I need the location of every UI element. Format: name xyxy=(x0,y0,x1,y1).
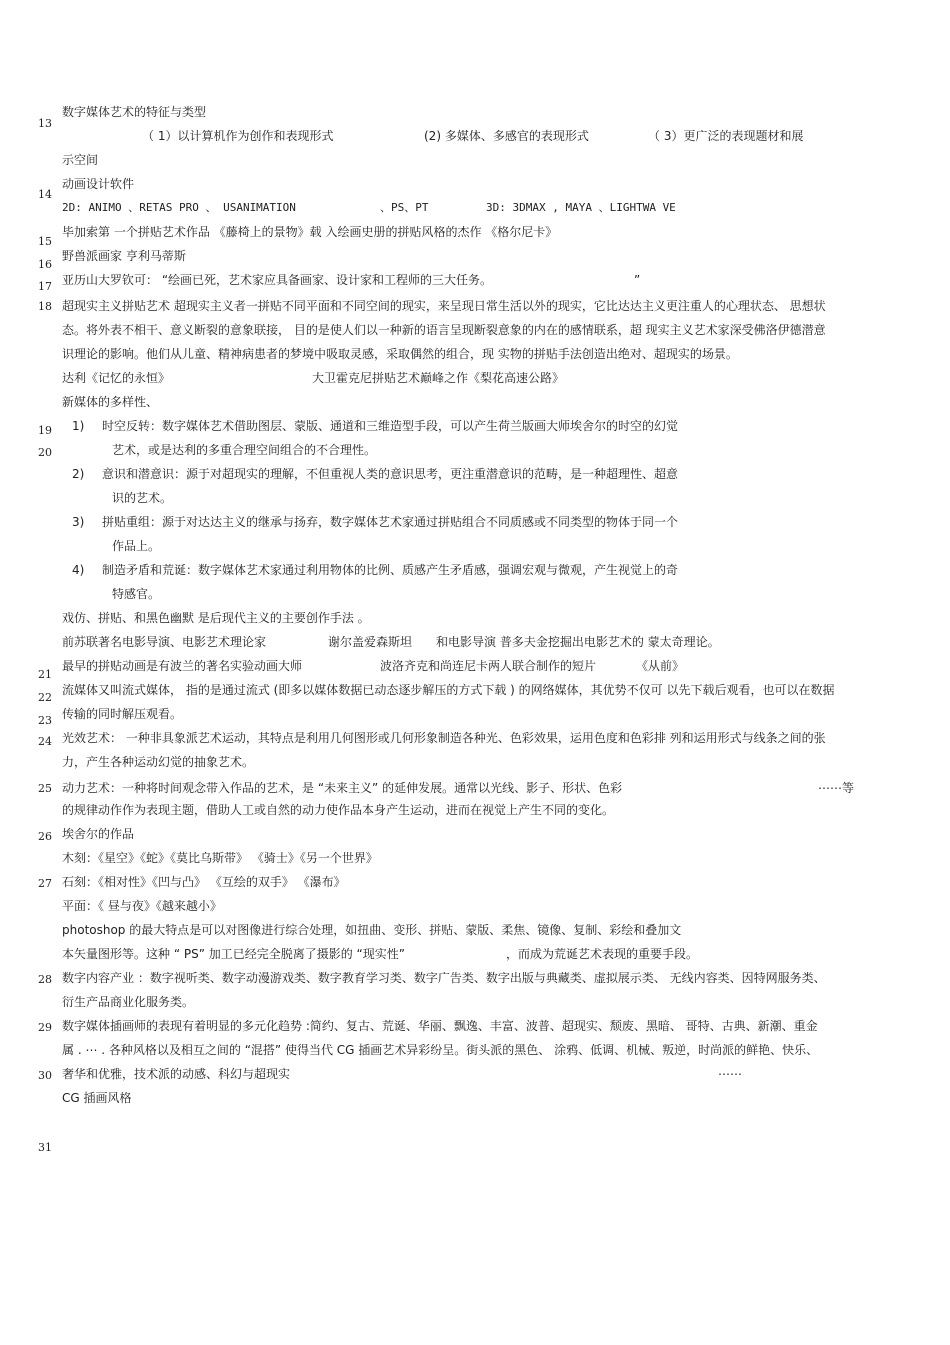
section-title-new-media: 新媒体的多样性、 xyxy=(62,395,159,409)
line-number: 14 xyxy=(38,188,52,201)
line-number: 19 xyxy=(38,424,52,437)
paragraph-illustration: 奢华和优雅，技术派的动感、科幻与超现实 xyxy=(62,1067,291,1081)
list-item-text: 拼贴重组：源于对达达主义的继承与扬弃，数字媒体艺术家通过拼贴组合不同质感或不同类型的物体于同一个 xyxy=(102,515,679,529)
list-item-text: 制造矛盾和荒诞：数字媒体艺术家通过利用物体的比例、质感产生矛盾感，强调宏观与微观，产生视觉上的奇 xyxy=(102,563,679,577)
escher-lithograph: 石刻：《相对性》《凹与凸》 《互绘的双手》 《瀑布》 xyxy=(62,875,346,889)
line-number: 18 xyxy=(38,300,52,313)
line-number: 13 xyxy=(38,117,52,130)
list-item-number: 4) xyxy=(72,563,85,577)
section-title-animation-software: 动画设计软件 xyxy=(62,177,135,191)
text-line: 野兽派画家 亨利马蒂斯 xyxy=(62,249,186,263)
list-item-text: 特感官。 xyxy=(112,587,161,601)
paragraph-surrealism: 识理论的影响。他们从儿童、精神病患者的梦境中吸取灵感，采取偶然的组合，现 实物的拼贴手法创造出绝对、超现实的场景。 xyxy=(62,347,738,361)
line-number: 27 xyxy=(38,877,52,890)
paragraph-photoshop: 本矢量图形等。这种 “ PS” 加工已经完全脱离了摄影的 “现实性” xyxy=(62,947,405,961)
line-number: 30 xyxy=(38,1069,52,1082)
line-number: 26 xyxy=(38,830,52,843)
paragraph-kinetic-art: 动力艺术：一种将时间观念带入作品的艺术，是 “未来主义” 的延伸发展。通常以光线、影子、形状、色彩 xyxy=(62,781,623,795)
paragraph-streaming-media: 传输的同时解压观看。 xyxy=(62,707,183,721)
paragraph-illustration: ⋯⋯ xyxy=(718,1067,742,1081)
list-item-number: 1) xyxy=(72,419,85,433)
paragraph-op-art: 光效艺术： 一种非具象派艺术运动，其特点是利用几何图形或几何形象制造各种光、色彩效果，运用色度和色彩排 列和运用形式与线条之间的张 xyxy=(62,731,826,745)
line-number: 20 xyxy=(38,446,52,459)
software-2d: 2D: ANIMO 、RETAS PRO 、 USANIMATION xyxy=(62,201,296,214)
list-item-text: 识的艺术。 xyxy=(112,491,173,505)
list-item-text: 艺术，或是达利的多重合理空间组合的不合理性。 xyxy=(112,443,377,457)
software-ps-pt: 、PS、PT xyxy=(380,201,429,214)
paragraph-illustration: 数字媒体插画师的表现有着明显的多元化趋势 :简约、复古、荒诞、华丽、飘逸、丰富、波普、超现实、颓废、黑暗、 哥特、古典、新潮、重金 xyxy=(62,1019,818,1033)
list-item-number: 3) xyxy=(72,515,85,529)
paragraph-streaming-media: 流媒体又叫流式媒体， 指的是通过流式 (即多以媒体数据已动态逐步解压的方式下载 ) 的网络媒体，其优势不仅可 以先下载后观看，也可以在数据 xyxy=(62,683,835,697)
text-line: 和电影导演 普多夫金挖掘出电影艺术的 蒙太奇理论。 xyxy=(436,635,720,649)
work-dali: 达利《记忆的永恒》 xyxy=(62,371,171,385)
paragraph-photoshop: ，而成为荒诞艺术表现的重要手段。 xyxy=(506,947,699,961)
paragraph-digital-content: 数字内容产业 ：数字视听类、数字动漫游戏类、数字教育学习类、数字广告类、数字出版与典藏类、虚拟展示类、 无线内容类、因特网服务类、 xyxy=(62,971,826,985)
line-number: 16 xyxy=(38,258,52,271)
paragraph-kinetic-art: ⋯⋯等 xyxy=(818,781,855,795)
line-number: 21 xyxy=(38,668,52,681)
line-number: 17 xyxy=(38,280,52,293)
section-title-escher: 埃舍尔的作品 xyxy=(62,827,135,841)
line-number: 28 xyxy=(38,973,52,986)
paragraph-surrealism: 态。将外表不相干、意义断裂的意象联接， 目的是使人们以一种新的语言呈现断裂意象的内在的感情联系，超 现实主义艺术家深受佛洛伊德潜意 xyxy=(62,323,826,337)
software-3d: 3D: 3DMAX , MAYA 、LIGHTWA VE xyxy=(486,201,676,214)
line-number: 29 xyxy=(38,1021,52,1034)
paragraph-photoshop: photoshop 的最大特点是可以对图像进行综合处理，如扭曲、变形、拼贴、蒙版、柔焦、镜像、复制、彩绘和叠加文 xyxy=(62,923,682,937)
text-line: 戏仿、拼贴、和黑色幽默 是后现代主义的主要创作手法 。 xyxy=(62,611,370,625)
feature-2: (2) 多媒体、多感官的表现形式 xyxy=(424,129,589,143)
line-number: 24 xyxy=(38,735,52,748)
escher-planar: 平面：《 昼与夜》《越来越小》 xyxy=(62,899,222,913)
paragraph-kinetic-art: 的规律动作作为表现主题，借助人工或自然的动力使作品本身产生运动，进而在视觉上产生不同的变化。 xyxy=(62,803,615,817)
line-number: 23 xyxy=(38,714,52,727)
text-line: 毕加索第 一个拼贴艺术作品 《藤椅上的景物》载 入绘画史册的拼贴风格的杰作 《格尔尼卡》 xyxy=(62,225,558,239)
text-line: CG 插画风格 xyxy=(62,1091,132,1105)
list-item-text: 作品上。 xyxy=(112,539,161,553)
quote-line: 亚历山大罗钦可： “绘画已死，艺术家应具备画家、设计家和工程师的三大任务。 xyxy=(62,273,493,287)
line-number: 22 xyxy=(38,691,52,704)
section-title-digital-media-features: 数字媒体艺术的特征与类型 xyxy=(62,105,207,119)
text-line: 波洛齐克和尚连尼卡两人联合制作的短片 xyxy=(380,659,597,673)
text-line: 谢尔盖爱森斯坦 xyxy=(328,635,413,649)
text-line: 最早的拼贴动画是有波兰的著名实验动画大师 xyxy=(62,659,303,673)
paragraph-illustration: 属 . ⋯ . 各种风格以及相互之间的 “混搭” 使得当代 CG 插画艺术异彩纷呈。街头派的黑色、 涂鸦、低调、机械、叛逆，时尚派的鲜艳、快乐、 xyxy=(62,1043,819,1057)
text-line: 前苏联著名电影导演、电影艺术理论家 xyxy=(62,635,267,649)
paragraph-digital-content: 衍生产品商业化服务类。 xyxy=(62,995,195,1009)
text-line: 示空间 xyxy=(62,153,99,167)
line-number: 15 xyxy=(38,235,52,248)
feature-1: （ 1）以计算机作为创作和表现形式 xyxy=(142,129,334,143)
line-number: 31 xyxy=(38,1141,52,1154)
paragraph-op-art: 力，产生各种运动幻觉的抽象艺术。 xyxy=(62,755,255,769)
feature-3: （ 3）更广泛的表现题材和展 xyxy=(648,129,804,143)
work-hockney: 大卫霍克尼拼贴艺术巅峰之作《梨花高速公路》 xyxy=(312,371,565,385)
list-item-text: 意识和潜意识：源于对超现实的理解，不但重视人类的意识思考，更注重潜意识的范畴，是一种超理性、超意 xyxy=(102,467,679,481)
paragraph-surrealism: 超现实主义拼贴艺术 超现实主义者一拼贴不同平面和不同空间的现实，来呈现日常生活以外的现实，它比达达主义更注重人的心理状态、 思想状 xyxy=(62,299,826,313)
list-item-text: 时空反转：数字媒体艺术借助图层、蒙版、通道和三维造型手段，可以产生荷兰版画大师埃舍尔的时空的幻觉 xyxy=(102,419,679,433)
line-number: 25 xyxy=(38,782,52,795)
escher-woodcut: 木刻：《星空》《蛇》《莫比乌斯带》 《骑士》《另一个世界》 xyxy=(62,851,378,865)
text-line: 《从前》 xyxy=(636,659,685,673)
list-item-number: 2) xyxy=(72,467,85,481)
quote-close: ” xyxy=(634,273,641,287)
